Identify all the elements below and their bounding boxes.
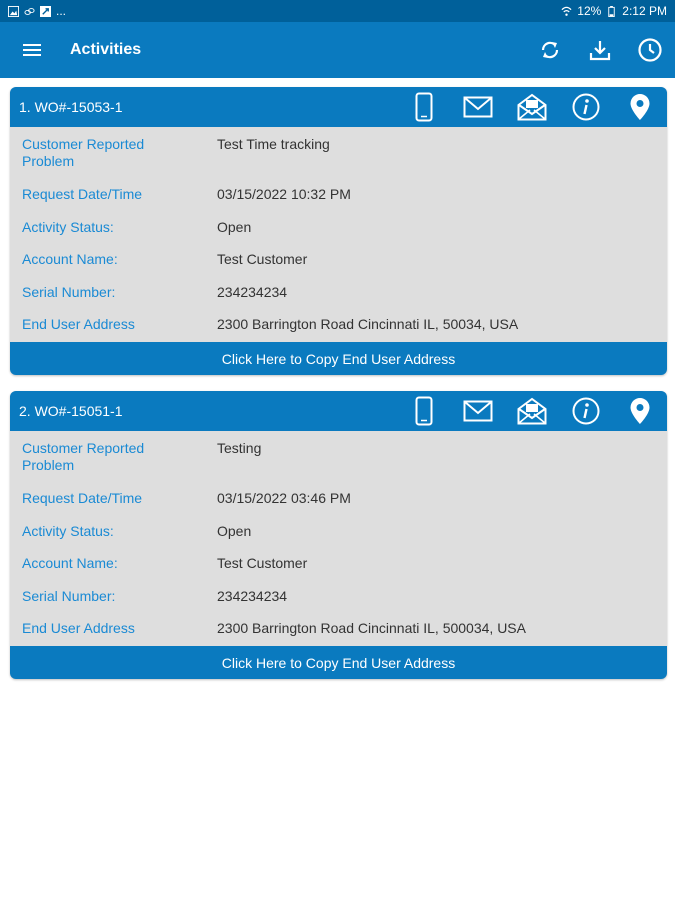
app-notification-icon	[40, 6, 51, 17]
map-button[interactable]	[613, 391, 667, 431]
battery-icon	[606, 6, 617, 17]
mail-icon	[463, 96, 493, 118]
field-label: End User Address	[22, 620, 135, 636]
download-icon	[588, 38, 612, 62]
field-value: 234234234	[217, 284, 288, 300]
field-value: Test Customer	[217, 555, 308, 571]
field-label: Request Date/Time	[22, 186, 143, 202]
copy-address-button[interactable]: Click Here to Copy End User Address	[10, 646, 667, 679]
open-mail-icon	[517, 397, 547, 425]
menu-button[interactable]	[0, 22, 64, 78]
activity-card	[10, 87, 667, 375]
work-order-title: 2. WO#-15051-1	[19, 403, 123, 419]
phone-icon	[415, 396, 433, 426]
gallery-notification-icon	[8, 6, 19, 17]
app-bar	[0, 22, 675, 78]
field-value: 234234234	[217, 588, 288, 604]
field-value: 03/15/2022 03:46 PM	[217, 490, 351, 506]
field-label: End User Address	[22, 316, 135, 332]
field-value: 2300 Barrington Road Cincinnati IL, 50034, USA	[217, 316, 519, 332]
status-bar	[0, 0, 675, 22]
location-pin-icon	[629, 93, 651, 121]
card-header	[10, 391, 667, 431]
info-icon	[572, 397, 600, 425]
field-label: Activity Status:	[22, 219, 114, 235]
menu-icon	[22, 42, 42, 58]
activity-card	[10, 391, 667, 679]
more-notifications: ...	[56, 4, 67, 18]
field-label: Activity Status:	[22, 523, 114, 539]
copy-address-button[interactable]: Click Here to Copy End User Address	[10, 342, 667, 375]
details-button[interactable]	[559, 87, 613, 127]
field-label: Request Date/Time	[22, 490, 143, 506]
field-value: Test Time tracking	[217, 136, 330, 152]
field-value: Test Customer	[217, 251, 308, 267]
field-label: Serial Number:	[22, 284, 116, 300]
sync-icon	[538, 38, 562, 62]
info-icon	[572, 93, 600, 121]
download-button[interactable]	[575, 22, 625, 78]
card-header	[10, 87, 667, 127]
details-button[interactable]	[559, 391, 613, 431]
field-label: Customer Reported Problem	[22, 136, 145, 169]
field-label: Customer Reported Problem	[22, 440, 145, 473]
field-label: Account Name:	[22, 251, 118, 267]
map-button[interactable]	[613, 87, 667, 127]
field-value: Testing	[217, 440, 262, 456]
call-button[interactable]	[397, 87, 451, 127]
open-email-button[interactable]	[505, 391, 559, 431]
mail-icon	[463, 400, 493, 422]
email-button[interactable]	[451, 391, 505, 431]
phone-icon	[415, 92, 433, 122]
card-details	[10, 431, 667, 644]
clock-time: 2:12 PM	[622, 4, 667, 18]
battery-percent: 12%	[577, 4, 602, 18]
location-pin-icon	[629, 397, 651, 425]
email-button[interactable]	[451, 87, 505, 127]
clock-icon	[637, 37, 663, 63]
wifi-icon	[561, 6, 572, 17]
field-value: Open	[217, 523, 252, 539]
open-email-button[interactable]	[505, 87, 559, 127]
card-details	[10, 127, 667, 340]
field-label: Account Name:	[22, 555, 118, 571]
call-button[interactable]	[397, 391, 451, 431]
work-order-title: 1. WO#-15053-1	[19, 99, 123, 115]
field-label: Serial Number:	[22, 588, 116, 604]
field-value: 03/15/2022 10:32 PM	[217, 186, 351, 202]
field-value: Open	[217, 219, 252, 235]
open-mail-icon	[517, 93, 547, 121]
history-button[interactable]	[625, 22, 675, 78]
field-value: 2300 Barrington Road Cincinnati IL, 500034, USA	[217, 620, 526, 636]
link-notification-icon	[24, 6, 35, 17]
page-title: Activities	[70, 41, 142, 58]
sync-button[interactable]	[525, 22, 575, 78]
